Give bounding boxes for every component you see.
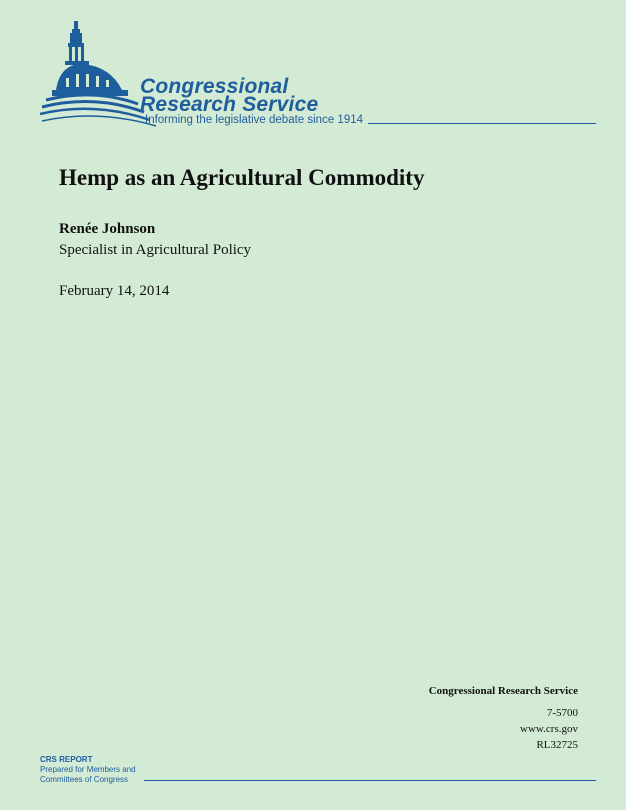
publisher-website: www.crs.gov (520, 723, 578, 735)
crs-report-label: CRS REPORT (40, 755, 93, 764)
footer-line2: Committees of Congress (40, 775, 129, 784)
report-title: Hemp as an Agricultural Commodity (59, 165, 425, 190)
org-name-line2: Research Service (140, 93, 319, 116)
author-title: Specialist in Agricultural Policy (59, 242, 252, 258)
report-number: RL32725 (536, 739, 578, 751)
org-tagline: Informing the legislative debate since 1914 (145, 114, 364, 126)
publisher-block (429, 683, 578, 753)
header-divider (368, 123, 596, 124)
publisher-phone: 7-5700 (546, 707, 578, 719)
footer-label (40, 755, 136, 785)
org-name-line1: Congressional (140, 75, 289, 98)
publisher-name: Congressional Research Service (428, 685, 578, 697)
footer-divider (144, 780, 596, 781)
report-date: February 14, 2014 (59, 283, 170, 299)
author-name: Renée Johnson (59, 221, 156, 237)
footer-line1: Prepared for Members and (40, 765, 136, 774)
